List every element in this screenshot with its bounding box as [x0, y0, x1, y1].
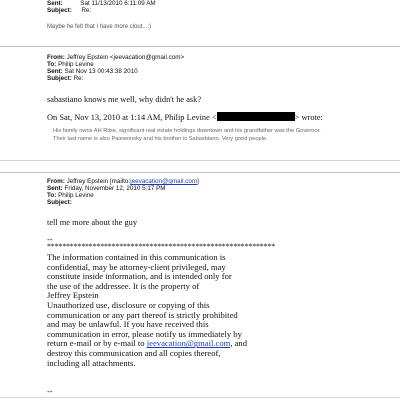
disclaimer-line: the use of the addressee. It is the property of — [47, 280, 200, 291]
to-value: Philip Levine — [58, 192, 94, 199]
footer-dash: -- — [47, 387, 53, 396]
subject-value: Re: — [73, 75, 84, 82]
email-link[interactable]: jeevacation@gmail.com — [130, 178, 198, 185]
sent-value: Sat Nov 13 00:43:38 2010 — [64, 68, 138, 75]
to-label: To: — [47, 61, 57, 68]
divider — [0, 172, 400, 173]
sent-value: Friday, November 12, 2010 5:17 PM — [64, 185, 166, 192]
from-label: From: — [47, 178, 65, 185]
subject-label: Subject: — [47, 75, 72, 82]
email3-body: tell me more about the guy — [47, 218, 138, 227]
from-name: Jeffrey Epstein [mailto: — [66, 178, 131, 185]
disclaimer-line: destroy this communication and all copies thereof, — [47, 347, 221, 358]
sent-value: Sat 11/13/2010 6:11:09 AM — [80, 0, 156, 7]
quoted-text — [53, 128, 398, 143]
star-separator: ************************************************************ — [47, 242, 276, 251]
disclaimer-line: constitute inside information, and is intended only for — [47, 271, 232, 282]
quote-suffix: > wrote: — [294, 113, 323, 122]
email3-subject-row — [47, 199, 72, 206]
email2-quote-header — [47, 112, 323, 123]
signature-dash: -- — [47, 235, 53, 244]
disclaimer-line: and may be unlawful. If you have received this — [47, 319, 209, 330]
subject-label: Subject: — [47, 7, 72, 14]
divider — [0, 46, 400, 47]
disclaimer-line: return e-mail or by e-mail to jeevacation@gmail.com, and — [47, 338, 248, 349]
email-link[interactable]: jeevacation@gmail.com — [146, 338, 231, 349]
subject-value: Re: — [81, 7, 92, 14]
divider — [0, 160, 400, 161]
email2-subject-row — [47, 75, 83, 82]
quote-line: Their last name is also Paiewonsky and his brother is Sabasbiano. Very good people. — [53, 135, 268, 142]
divider — [0, 397, 400, 398]
disclaimer-line: Unauthorized use, disclosure or copying of this — [47, 299, 210, 310]
disclaimer-line: communication or any part thereof is strictly prohibited — [47, 309, 238, 320]
disclaimer — [47, 253, 247, 368]
disclaimer-line: Jeffrey Epstein — [47, 290, 99, 301]
quote-line: His family owns AH Riise, significant real estate holdings downtown and his grandfather was the Governor. — [53, 128, 321, 134]
email2-body: sabastiano knows me well, why didn't he ask? — [47, 95, 202, 104]
sent-label: Sent: — [47, 185, 63, 192]
to-value: Philip Levine — [58, 61, 94, 68]
redaction-block — [217, 112, 295, 121]
subject-label: Subject: — [47, 199, 72, 206]
disclaimer-line: The information contained in this communication is — [47, 252, 226, 262]
disclaimer-line: including all attachments. — [47, 357, 136, 368]
sent-label: Sent: — [47, 0, 63, 7]
email1-subject-row — [47, 7, 91, 14]
sent-label: Sent: — [47, 68, 63, 75]
to-label: To: — [47, 192, 57, 199]
disclaimer-line: confidential, may be attorney-client privileged, may — [47, 261, 226, 272]
from-value: Jeffrey Epstein <jeevacation@gmail.com> — [66, 54, 185, 61]
from-label: From: — [47, 54, 65, 61]
quote-intro: On Sat, Nov 13, 2010 at 1:14 AM, Philip Levine < — [47, 113, 217, 122]
email1-body: Maybe he felt that I have more clout...:) — [47, 24, 152, 30]
disclaimer-line: communication in error, please notify us immediately by — [47, 328, 242, 339]
from-close: ] — [197, 178, 199, 185]
